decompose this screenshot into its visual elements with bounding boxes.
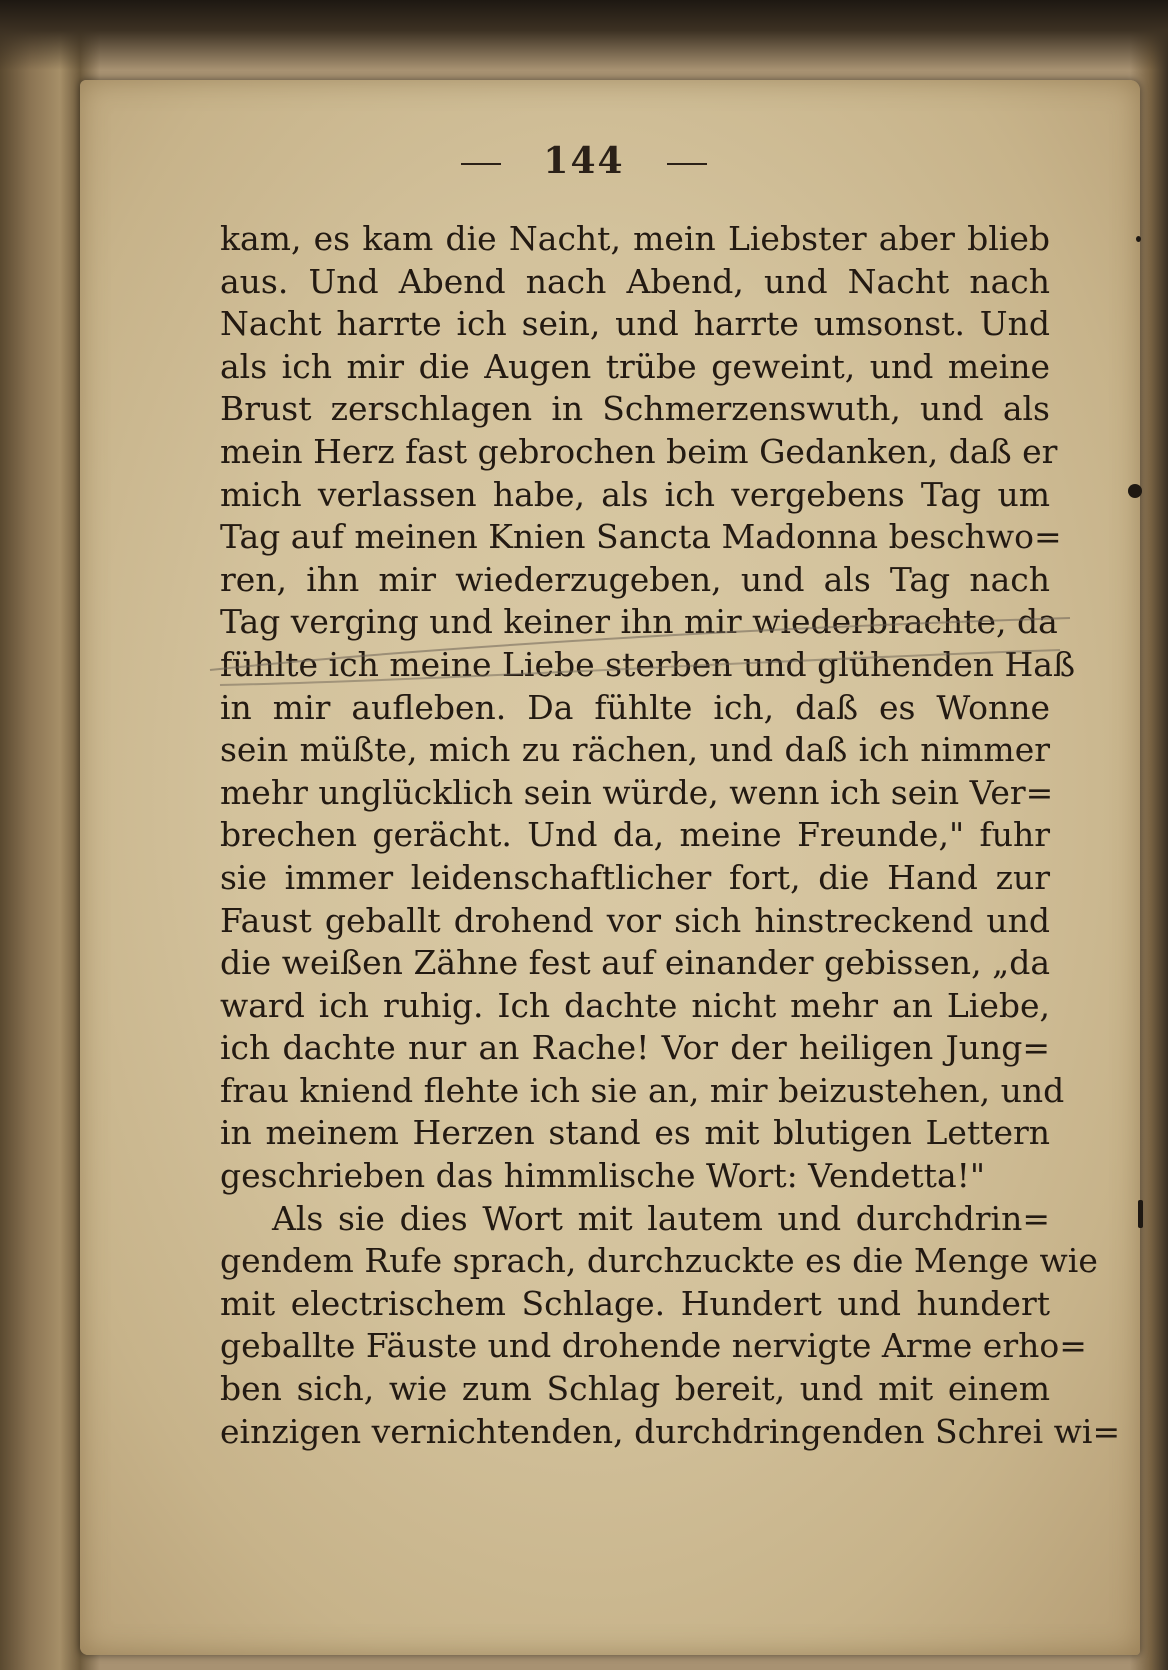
margin-ink-spot	[1136, 236, 1141, 242]
text-line: Brust zerschlagen in Schmerzenswuth, und als	[220, 389, 1050, 429]
pencil-stroke-lower	[220, 650, 1060, 685]
text-line: als ich mir die Augen trübe geweint, und meine	[220, 346, 1050, 386]
text-line: sein müßte, mich zu rächen, und daß ich nimmer	[220, 730, 1050, 770]
text-line: fühlte ich meine Liebe sterben und glühenden Haß	[220, 644, 1076, 684]
text-line: ward ich ruhig. Ich dachte nicht mehr an Liebe,	[220, 985, 1050, 1025]
margin-ink-spot	[1128, 484, 1142, 498]
text-line: in meinem Herzen stand es mit blutigen Lettern	[220, 1113, 1050, 1153]
header-dash-right	[667, 163, 707, 165]
text-line: geballte Fäuste und drohende nervigte Arme erho=	[220, 1326, 1087, 1366]
text-line: gendem Rufe sprach, durchzuckte es die Menge wie	[220, 1241, 1098, 1281]
pencil-stroke-upper	[210, 618, 1070, 670]
text-line: mich verlassen habe, als ich vergebens Tag um	[220, 474, 1050, 514]
text-line: sie immer leidenschaftlicher fort, die Hand zur	[220, 857, 1050, 897]
page-header	[0, 140, 1168, 182]
margin-ink-spot	[1138, 1200, 1143, 1228]
text-line: ren, ihn mir wiederzugeben, und als Tag nach	[220, 559, 1050, 599]
text-line: mehr unglücklich sein würde, wenn ich sein Ver=	[220, 772, 1054, 812]
text-line: brechen gerächt. Und da, meine Freunde," fuhr	[220, 815, 1050, 855]
text-line: Nacht harrte ich sein, und harrte umsonst. Und	[220, 304, 1050, 344]
paragraph-start-line: Als sie dies Wort mit lautem und durchdrin=	[272, 1198, 1050, 1238]
text-line: mit electrischem Schlage. Hundert und hundert	[220, 1283, 1050, 1323]
text-line: ben sich, wie zum Schlag bereit, und mit einem	[220, 1369, 1050, 1409]
binding-shadow	[0, 0, 1168, 70]
text-line: Faust geballt drohend vor sich hinstreckend und	[220, 900, 1050, 940]
text-line: Tag auf meinen Knien Sancta Madonna beschwo=	[220, 517, 1062, 557]
text-line: ich dachte nur an Rache! Vor der heiligen Jung=	[220, 1028, 1050, 1068]
text-line: geschrieben das himmlische Wort: Vendetta!"	[220, 1156, 986, 1196]
text-line: mein Herz fast gebrochen beim Gedanken, daß er	[220, 431, 1058, 471]
page-number: 144	[543, 140, 625, 182]
pencil-annotation-strokes	[200, 610, 1080, 700]
text-line: kam, es kam die Nacht, mein Liebster aber blieb	[220, 219, 1050, 258]
text-line: die weißen Zähne fest auf einander gebissen, „da	[220, 943, 1050, 983]
text-line: in mir aufleben. Da fühlte ich, daß es Wonne	[220, 687, 1050, 727]
header-dash-left	[461, 163, 501, 165]
text-line: einzigen vernichtenden, durchdringenden Schrei wi=	[220, 1411, 1121, 1451]
text-line: frau kniend flehte ich sie an, mir beizustehen, und	[220, 1070, 1065, 1110]
body-text	[220, 218, 1121, 1453]
text-line: aus. Und Abend nach Abend, und Nacht nach	[220, 261, 1050, 301]
text-line: Tag verging und keiner ihn mir wiederbrachte, da	[220, 602, 1058, 642]
